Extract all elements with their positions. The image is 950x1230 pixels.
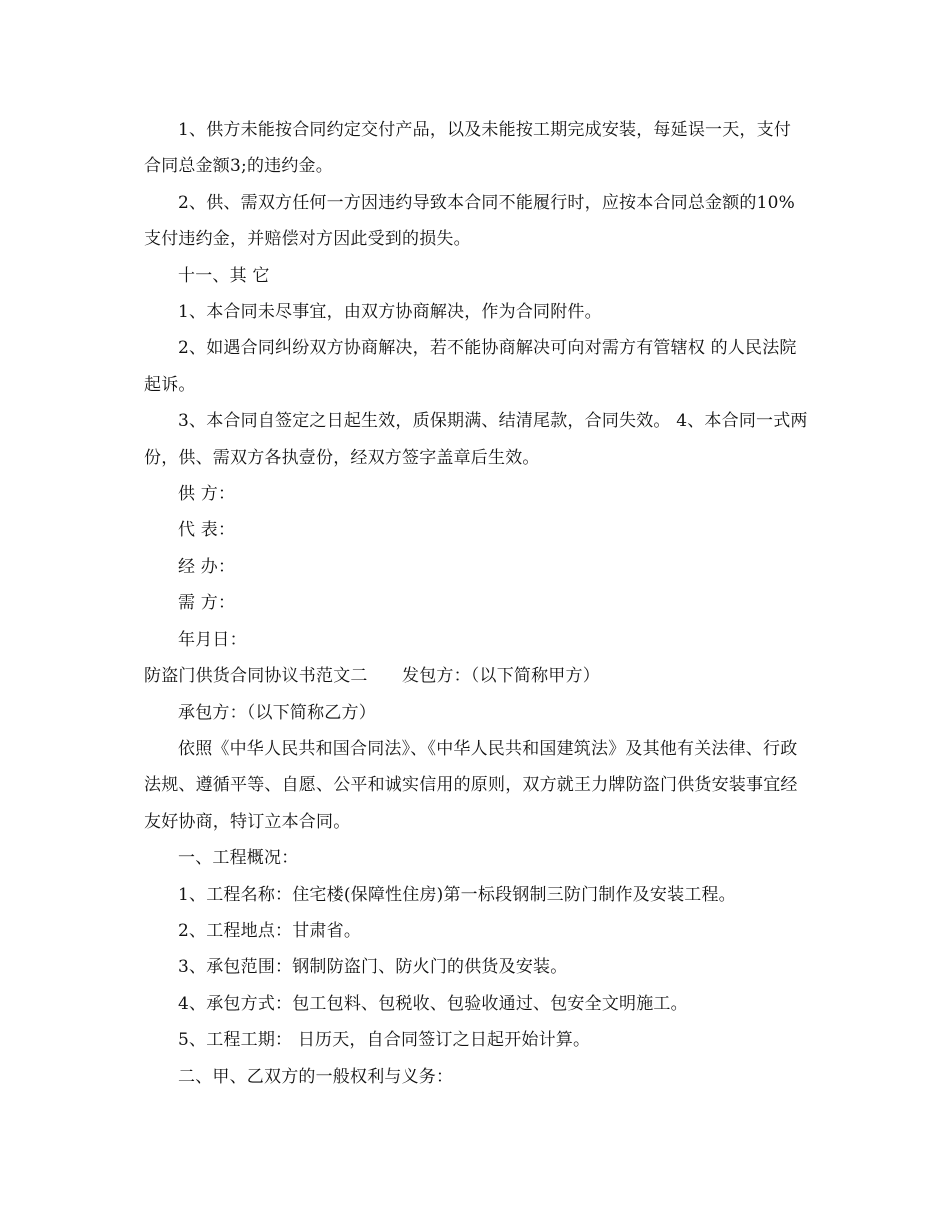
document-body — [144, 112, 808, 1095]
clause-other-1: 1、本合同未尽事宜，由双方协商解决，作为合同附件。 — [178, 302, 602, 323]
clause-penalty-delay: 1、供方未能按合同约定交付产品，以及未能按工期完成安装，每延误一天，支付合同总金额3;的违约金。 — [144, 120, 792, 177]
signature-buyer: 需 方： — [178, 593, 236, 614]
signature-date: 年月日： — [178, 629, 247, 650]
signature-supplier: 供 方： — [178, 484, 236, 505]
clause-other-3-4: 3、本合同自签定之日起生效，质保期满、结清尾款，合同失效。 4、本合同一式两份，供、需双方各执壹份，经双方签字盖章后生效。 — [144, 411, 808, 468]
section-heading-project-overview: 一、工程概况： — [178, 848, 299, 869]
clause-penalty-breach: 2、供、需双方任何一方因违约导致本合同不能履行时，应按本合同总金额的10%支付违约金，并赔偿对方因此受到的损失。 — [144, 192, 795, 250]
section-heading-rights-obligations: 二、甲、乙双方的一般权利与义务： — [178, 1066, 454, 1087]
project-contract-mode: 4、承包方式：包工包料、包税收、包验收通过、包安全文明施工。 — [178, 993, 688, 1014]
project-duration: 5、工程工期： 日历天，自合同签订之日起开始计算。 — [178, 1030, 591, 1051]
project-scope: 3、承包范围：钢制防盗门、防火门的供货及安装。 — [178, 957, 568, 978]
project-location: 2、工程地点：甘肃省。 — [178, 920, 362, 941]
signature-representative: 代 表： — [178, 520, 236, 541]
preamble-paragraph: 依照《中华人民共和国合同法》、《中华人民共和国建筑法》及其他有关法律、行政法规、遵循平等、自愿、公平和诚实信用的原则，双方就王力牌防盗门供货安装事宜经友好协商，特订立本合同。 — [144, 738, 798, 832]
clause-other-2: 2、如遇合同纠纷双方协商解决，若不能协商解决可向对需方有管辖权 的人民法院起诉。 — [144, 338, 797, 395]
signature-handler: 经 办： — [178, 556, 236, 577]
section-heading-other: 十一、其 它 — [178, 265, 270, 286]
document-title-sample-two: 防盗门供货合同协议书范文二 发包方：（以下简称甲方） — [144, 666, 600, 687]
project-name: 1、工程名称：住宅楼(保障性住房)第一标段钢制三防门制作及安装工程。 — [178, 884, 736, 905]
contractor-line: 承包方：（以下简称乙方） — [178, 702, 376, 723]
